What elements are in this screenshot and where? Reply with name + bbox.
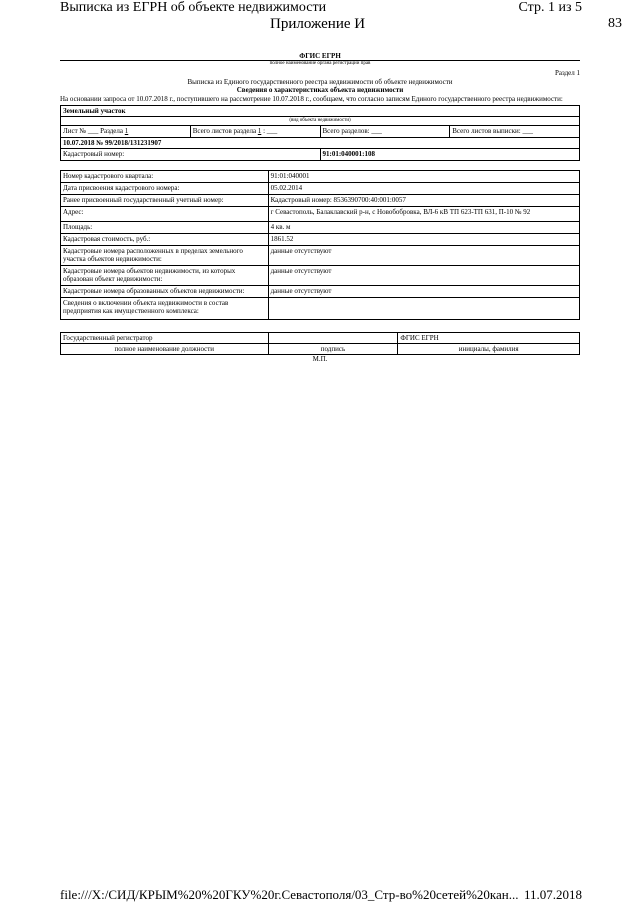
date-number: 10.07.2018 № 99/2018/131231907 bbox=[61, 137, 580, 148]
sheet-cell: Лист № ___ Раздела 1 bbox=[61, 126, 191, 137]
property-label: Адрес: bbox=[61, 206, 269, 221]
property-row bbox=[61, 206, 580, 221]
property-label: Дата присвоения кадастрового номера: bbox=[61, 182, 269, 194]
browser-header-title: Выписка из ЕГРН об объекте недвижимости bbox=[60, 0, 327, 15]
properties-table bbox=[60, 170, 580, 320]
property-label: Ранее присвоенный государственный учетный номер: bbox=[61, 194, 269, 206]
property-label: Кадастровые номера образованных объектов недвижимости: bbox=[61, 285, 269, 297]
signature-sign bbox=[268, 332, 398, 343]
cadastral-label: Кадастровый номер: bbox=[61, 149, 321, 160]
property-value: 1861.52 bbox=[268, 233, 579, 245]
browser-footer-url: file:///X:/СИД/КРЫМ%20%20ГКУ%20г.Севастополя/03_Стр-во%20сетей%20кан... bbox=[60, 887, 519, 902]
property-label: Кадастровая стоимость, руб.: bbox=[61, 233, 269, 245]
org-name: ФГИС ЕГРН bbox=[60, 52, 580, 61]
signature-caption-name: инициалы, фамилия bbox=[398, 343, 580, 354]
signature-table bbox=[60, 332, 580, 356]
object-type: Земельный участок bbox=[61, 105, 580, 116]
total-extract-sheets-cell: Всего листов выписки: ___ bbox=[450, 126, 580, 137]
extract-intro: Выписка из Единого государственного реестра недвижимости об объекте недвижимости bbox=[187, 77, 453, 86]
total-section-sheets-cell: Всего листов раздела 1 : ___ bbox=[190, 126, 320, 137]
property-value: данные отсутствуют bbox=[268, 265, 579, 285]
appendix-label: Приложение И bbox=[270, 16, 366, 32]
property-row bbox=[61, 182, 580, 194]
section-label: Раздел 1 bbox=[554, 69, 580, 78]
cadastral-value: 91:01:040001:108 bbox=[320, 149, 580, 160]
property-row bbox=[61, 194, 580, 206]
property-value: данные отсутствуют bbox=[268, 285, 579, 297]
property-value: данные отсутствуют bbox=[268, 245, 579, 265]
property-row bbox=[61, 245, 580, 265]
property-row bbox=[61, 170, 580, 182]
property-label: Сведения о включении объекта недвижимости в состав предприятия как имущественного комплекса: bbox=[61, 297, 269, 319]
property-value: 4 кв. м bbox=[268, 221, 579, 233]
property-label: Площадь: bbox=[61, 221, 269, 233]
browser-footer-date: 11.07.2018 bbox=[523, 887, 582, 902]
property-row bbox=[61, 265, 580, 285]
property-row bbox=[61, 285, 580, 297]
property-value bbox=[268, 297, 579, 319]
basis-text: На основании запроса от 10.07.2018 г., поступившего на рассмотрение 10.07.2018 г., сообщаем, что согласно записям Единого государственного реестра недвижимости: bbox=[60, 94, 563, 103]
browser-header-page-counter: Стр. 1 из 5 bbox=[518, 0, 582, 15]
stamp-label: М.П. bbox=[312, 355, 328, 364]
signature-caption-position: полное наименование должности bbox=[61, 343, 269, 354]
signature-position: Государственный регистратор bbox=[61, 332, 269, 343]
object-header-table bbox=[60, 105, 580, 161]
sheet-row bbox=[61, 126, 580, 137]
signature-name: ФГИС ЕГРН bbox=[398, 332, 580, 343]
property-label: Номер кадастрового квартала: bbox=[61, 170, 269, 182]
extract-document bbox=[60, 52, 580, 364]
extract-heading: Сведения о характеристиках объекта недвижимости bbox=[236, 86, 404, 95]
total-sections-cell: Всего разделов: ___ bbox=[320, 126, 450, 137]
property-value: Кадастровый номер: 8536390700:40:001:0057 bbox=[268, 194, 579, 206]
property-label: Кадастровые номера объектов недвижимости, из которых образован объект недвижимости: bbox=[61, 265, 269, 285]
property-row bbox=[61, 221, 580, 233]
property-value: 91:01:040001 bbox=[268, 170, 579, 182]
property-value: 05.02.2014 bbox=[268, 182, 579, 194]
page-number: 83 bbox=[608, 16, 622, 31]
property-value: г Севастополь, Балаклавский р-н, с Новобобровка, ВЛ-6 кВ ТП 623-ТП 631, П-10 № 92 bbox=[268, 206, 579, 221]
property-label: Кадастровые номера расположенных в пределах земельного участка объектов недвижимости: bbox=[61, 245, 269, 265]
property-row bbox=[61, 233, 580, 245]
object-type-caption: (вид объекта недвижимости) bbox=[61, 117, 580, 126]
org-caption: полное наименование органа регистрации прав bbox=[269, 61, 371, 67]
signature-caption-sign: подпись bbox=[268, 343, 398, 354]
property-row bbox=[61, 297, 580, 319]
